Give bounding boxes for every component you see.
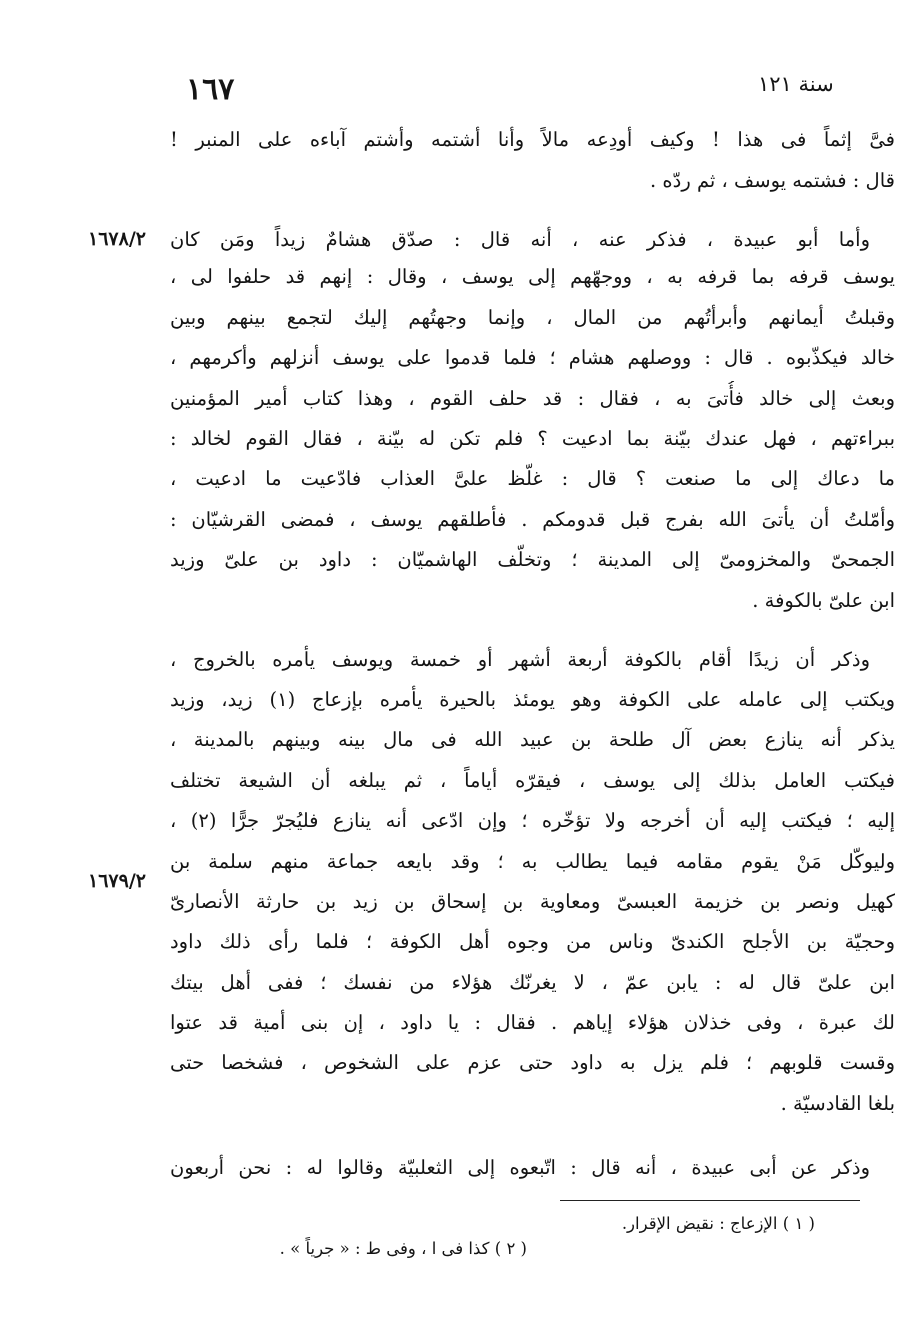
- running-head: سنة ١٢١: [758, 72, 834, 96]
- text-line: وأمّلتُ أن يأتىَ الله بفرج قبل قدومكم . فأطلقهم يوسف ، فمضى القرشيّان :: [170, 508, 895, 531]
- text-line: ابن علىّ قال له : يابن عمّ ، لا يغرنّك هؤلاء من نفسك ؛ ففى أهل بيتك: [170, 971, 895, 994]
- text-line: ببراءتهم ، فهل عندك بيّنة بما ادعيت ؟ فلم تكن له بيّنة ، فقال القوم لخالد :: [170, 427, 895, 450]
- text-line: فىَّ إثماً فى هذا ! وكيف أودِعه مالاً وأنا أشتمه وأشتم آباءه على المنبر !: [170, 128, 895, 151]
- margin-note-1678: ١٦٧٨/٢: [88, 228, 146, 250]
- footnote-rule: [560, 1200, 860, 1201]
- text-line: وحجيّة بن الأجلح الكندىّ وناس من وجوه أهل الكوفة ؛ فلما رأى ذلك داود: [170, 930, 895, 953]
- text-line: ابن علىّ بالكوفة .: [752, 589, 895, 612]
- text-line: وأما أبو عبيدة ، فذكر عنه ، أنه قال : صدّق هشامٌ زيداً ومَن كان: [170, 228, 870, 251]
- text-line: وليوكّل مَنْ يقوم مقامه فيما يطالب به ؛ وقد بايعه جماعة منهم سلمة بن: [170, 850, 895, 873]
- text-line: إليه ؛ فيكتب إليه أن أخرجه ولا تؤخّره ؛ وإن ادّعى أنه ينازع فليُجرّ جرًّا (٢) ،: [170, 809, 895, 832]
- text-line: ما دعاك إلى ما صنعت ؟ قال : غلّظ علىَّ العذاب فادّعيت ما ادعيت ،: [170, 467, 895, 490]
- text-line: وذكر أن زيدًا أقام بالكوفة أربعة أشهر أو خمسة ويوسف يأمره بالخروج ،: [170, 648, 870, 671]
- footnote-2: ( ٢ ) كذا فى ا ، وفى ط : « جرياً » .: [279, 1239, 527, 1258]
- text-line: قال : فشتمه يوسف ، ثم ردّه .: [650, 169, 895, 192]
- margin-note-1679: ١٦٧٩/٢: [88, 870, 146, 892]
- footnote-1: ( ١ ) الإزعاج : نقيض الإقرار.: [621, 1214, 815, 1233]
- text-line: لك عبرة ، وفى خذلان هؤلاء إياهم . فقال : يا داود ، إن بنى أمية قد عتوا: [170, 1011, 895, 1034]
- text-line: الجمحىّ والمخزومىّ إلى المدينة ؛ وتخلّف الهاشميّان : داود بن علىّ وزيد: [170, 548, 895, 571]
- text-line: كهيل ونصر بن خزيمة العبسىّ ومعاوية بن إسحاق بن زيد بن حارثة الأنصارىّ: [170, 890, 895, 913]
- text-line: ويكتب إلى عامله على الكوفة وهو يومئذ بالحيرة يأمره بإزعاج (١) زيد، وزيد: [170, 688, 895, 711]
- text-line: فيكتب العامل بذلك إلى يوسف ، فيقرّه أياماً ، ثم يبلغه أن الشيعة تختلف: [170, 769, 895, 792]
- text-line: يذكر أنه ينازع بعض آل طلحة بن عبيد الله فى مال بينه وبينهم بالمدينة ،: [170, 728, 895, 751]
- text-line: وذكر عن أبى عبيدة ، أنه قال : اتّبعوه إلى الثعلبيّة وقالوا له : نحن أربعون: [170, 1156, 870, 1179]
- text-line: وبعث إلى خالد فأُتىَ به ، فقال : قد حلف القوم ، وهذا كتاب أمير المؤمنين: [170, 387, 895, 410]
- text-line: وقست قلوبهم ؛ فلم يزل به داود حتى عزم على الشخوص ، فشخصا حتى: [170, 1051, 895, 1074]
- text-line: خالد فيكذّبوه . قال : ووصلهم هشام ؛ فلما قدموا على يوسف أنزلهم وأكرمهم ،: [170, 346, 895, 369]
- text-line: يوسف قرفه بما قرفه به ، ووجهّهم إلى يوسف ، وقال : إنهم قد حلفوا لى ،: [170, 265, 895, 288]
- text-line: وقبلتُ أيمانهم وأبرأتُهم من المال ، وإنما وجهتُهم إليك لتجمع بينهم وبين: [170, 306, 895, 329]
- page-number: ١٦٧: [186, 72, 235, 107]
- text-line: بلغا القادسيّة .: [780, 1092, 895, 1115]
